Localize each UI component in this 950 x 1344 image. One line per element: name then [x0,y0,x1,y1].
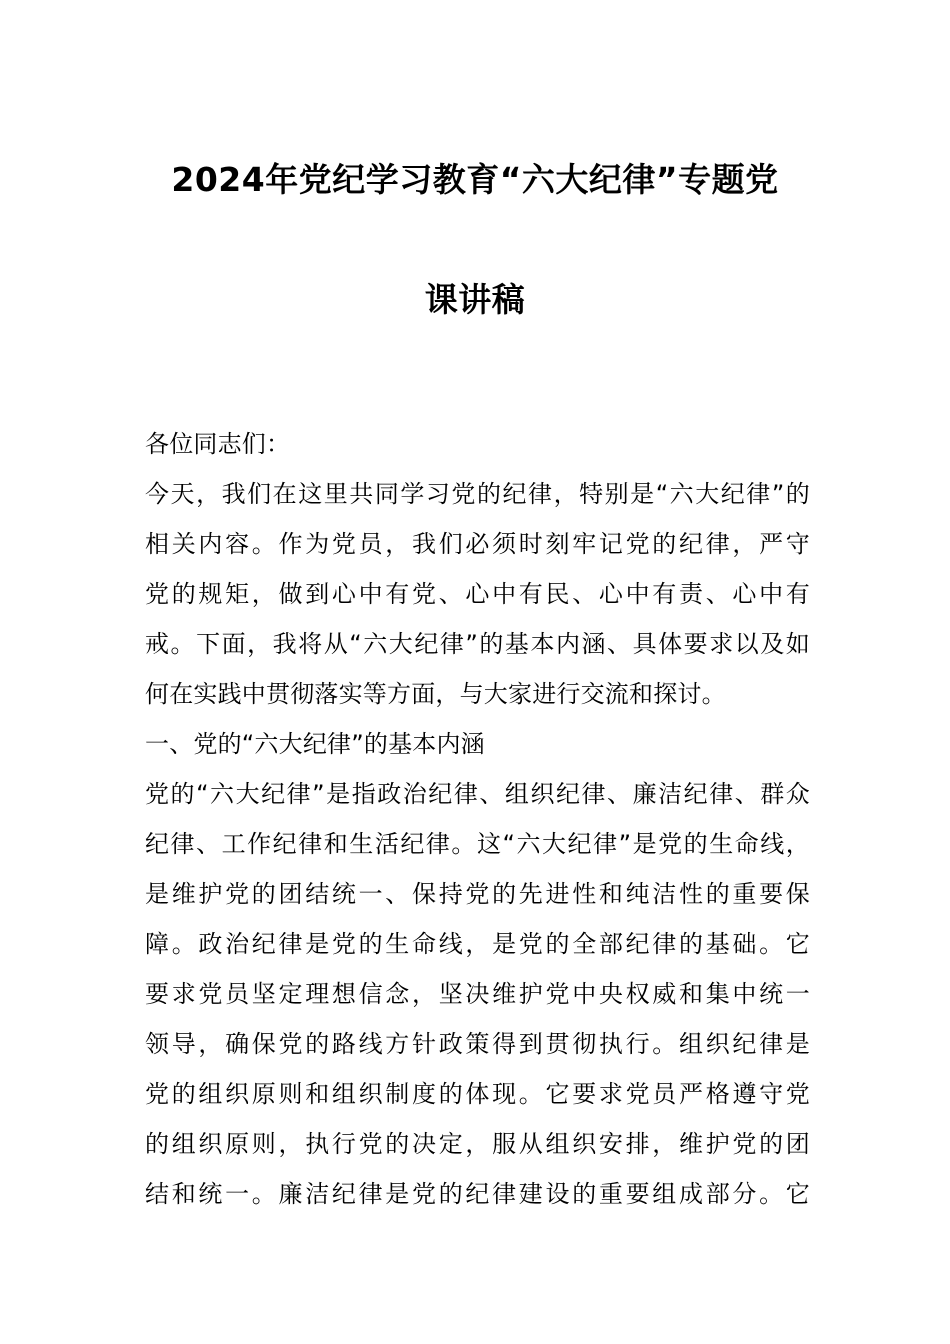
paragraph-line: 障。政治纪律是党的生命线，是党的全部纪律的基础。它 [145,930,810,958]
paragraph-line: 何在实践中贯彻落实等方面，与大家进行交流和探讨。 [145,680,726,708]
paragraph-line: 纪律、工作纪律和生活纪律。这“六大纪律”是党的生命线， [145,830,810,858]
paragraph-line: 相关内容。作为党员，我们必须时刻牢记党的纪律，严守 [145,530,810,558]
document-title-line-2: 课讲稿 [424,280,526,319]
paragraph-line: 领导，确保党的路线方针政策得到贯彻执行。组织纪律是 [145,1030,810,1058]
paragraph-line: 党的组织原则和组织制度的体现。它要求党员严格遵守党 [145,1080,810,1108]
document-body [145,419,810,1219]
paragraph-line: 是维护党的团结统一、保持党的先进性和纯洁性的重要保 [145,880,810,908]
paragraph-line: 今天，我们在这里共同学习党的纪律，特别是“六大纪律”的 [145,480,810,508]
paragraph-line: 党的规矩，做到心中有党、心中有民、心中有责、心中有 [145,580,810,608]
paragraph-line: 结和统一。廉洁纪律是党的纪律建设的重要组成部分。它 [145,1180,810,1208]
paragraph-line: 戒。下面，我将从“六大纪律”的基本内涵、具体要求以及如 [145,630,810,658]
section-heading: 一、党的“六大纪律”的基本内涵 [145,730,485,758]
document-title-line-1: 2024年党纪学习教育“六大纪律”专题党 [171,160,779,199]
paragraph-line: 的组织原则，执行党的决定，服从组织安排，维护党的团 [145,1130,810,1158]
paragraph-line: 党的“六大纪律”是指政治纪律、组织纪律、廉洁纪律、群众 [145,780,810,808]
paragraph-line: 要求党员坚定理想信念，坚决维护党中央权威和集中统一 [145,980,810,1008]
salutation-line: 各位同志们： [145,430,291,458]
